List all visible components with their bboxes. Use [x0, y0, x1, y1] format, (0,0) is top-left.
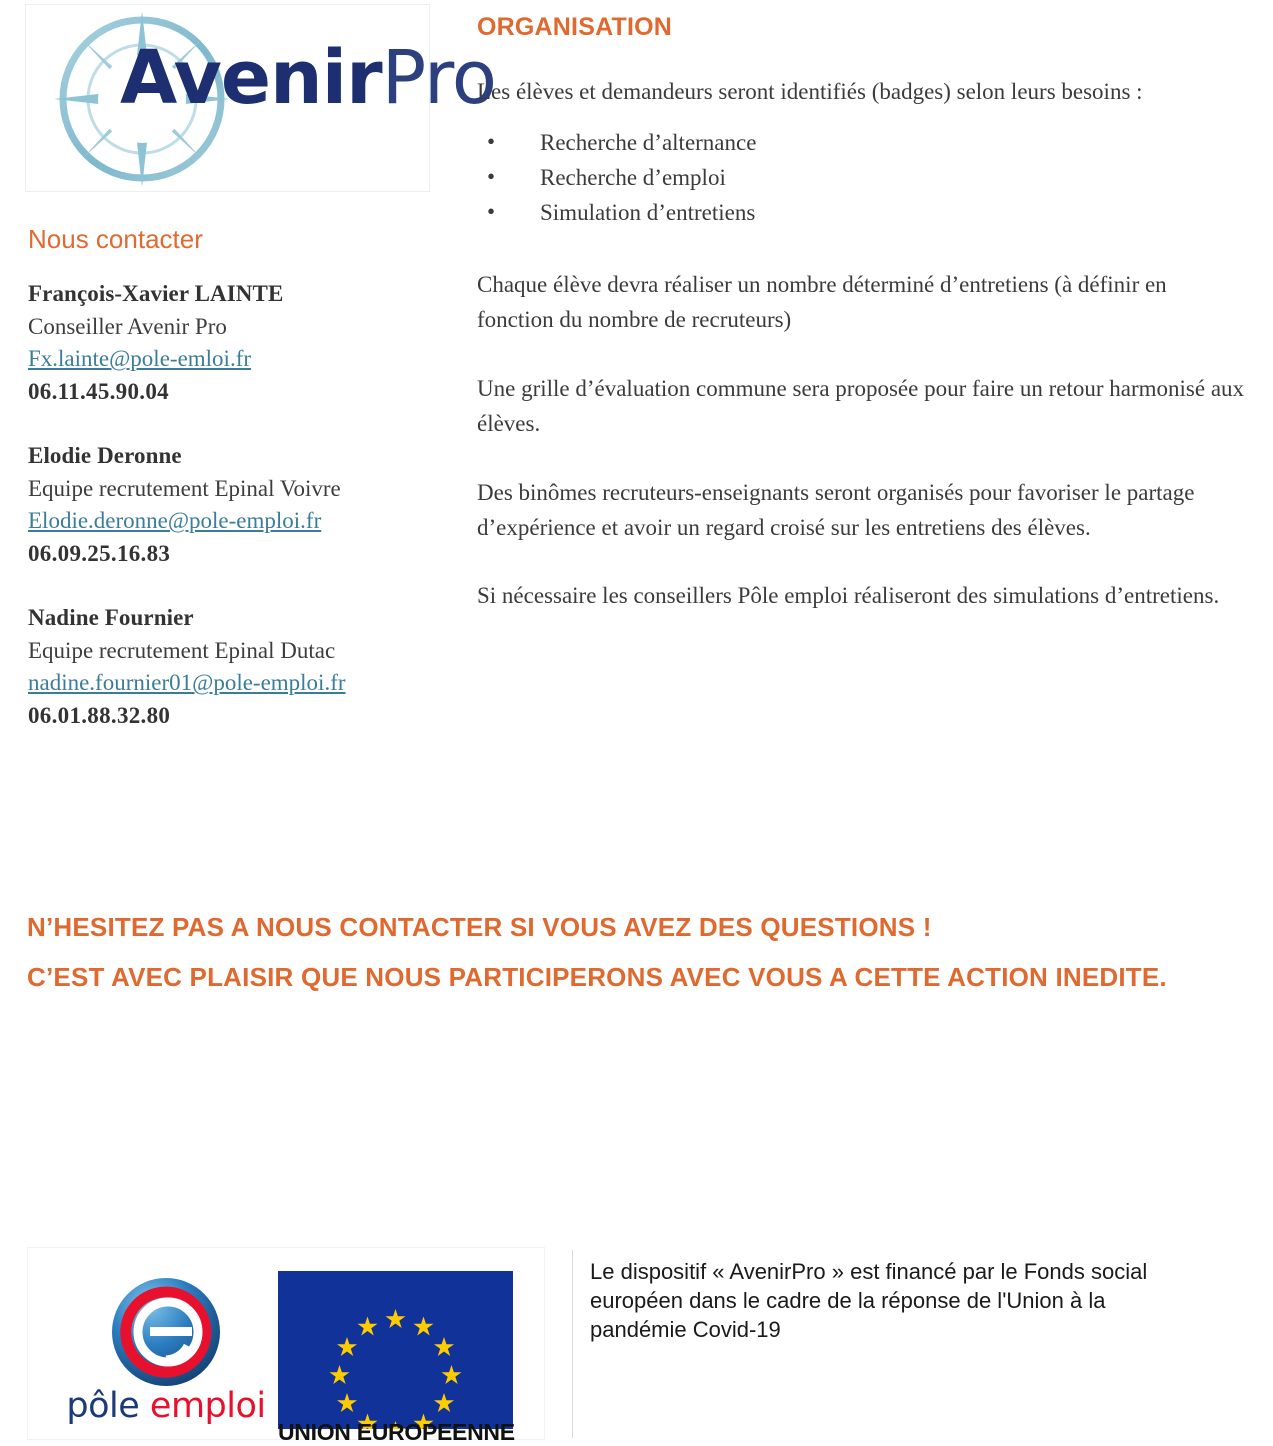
european-union-logo — [278, 1271, 515, 1445]
list-item-label: Recherche d’emploi — [540, 165, 726, 191]
pole-emploi-wordmark — [56, 1386, 276, 1426]
organisation-paragraph: Si nécessaire les conseillers Pôle emploi réaliseront des simulations d’entretiens. — [477, 583, 1220, 609]
pole-emploi-word-pole: pôle — [66, 1386, 140, 1426]
contact-phone: 06.01.88.32.80 — [28, 702, 171, 728]
contact-name: Elodie Deronne — [28, 443, 182, 468]
contact-email-link[interactable]: nadine.fournier01@pole-emploi.fr — [28, 670, 346, 696]
wordmark-pro: Pro — [381, 35, 497, 121]
list-item-label: Simulation d’entretiens — [540, 200, 756, 226]
footer-logo-box — [27, 1247, 545, 1445]
contact-card — [28, 440, 448, 571]
contact-role: Equipe recrutement Epinal Voivre — [28, 475, 341, 501]
bullet-icon: • — [487, 129, 496, 155]
bullet-icon: • — [487, 164, 496, 190]
footer — [27, 1247, 1247, 1445]
wordmark-avenir: Avenir — [120, 35, 382, 121]
contact-phone: 06.11.45.90.04 — [28, 378, 169, 404]
avenirpro-wordmark — [120, 35, 497, 121]
organisation-column — [477, 0, 1247, 614]
eu-caption: UNION EUROPEENNE — [278, 1419, 515, 1445]
contact-card — [28, 602, 448, 733]
contact-email-link[interactable]: Fx.lainte@pole-emloi.fr — [28, 346, 252, 372]
organisation-paragraph: Des binômes recruteurs-enseignants seront organisés pour favoriser le partage d’expérience et avoir un regard croisé sur les entretiens des élèves. — [477, 480, 1195, 541]
contact-card — [28, 278, 448, 409]
contact-name: François-Xavier LAINTE — [28, 281, 284, 306]
contact-email-link[interactable]: Elodie.deronne@pole-emploi.fr — [28, 508, 322, 534]
cta-line-2: C’EST AVEC PLAISIR QUE NOUS PARTICIPERONS AVEC VOUS A CETTE ACTION INEDITE. — [27, 962, 1167, 992]
list-item-label: Recherche d’alternance — [540, 130, 757, 156]
organisation-heading: ORGANISATION — [477, 13, 672, 41]
contact-role: Equipe recrutement Epinal Dutac — [28, 637, 336, 663]
contact-phone: 06.09.25.16.83 — [28, 540, 171, 566]
pole-emploi-e-mark-icon — [110, 1276, 222, 1388]
contact-name: Nadine Fournier — [28, 605, 194, 630]
avenirpro-logo-box — [25, 4, 497, 192]
organisation-paragraph: Chaque élève devra réaliser un nombre déterminé d’entretiens (à définir en fonction du nombre de recruteurs) — [477, 272, 1167, 333]
cta-line-1: N’HESITEZ PAS A NOUS CONTACTER SI VOUS AVEZ DES QUESTIONS ! — [27, 912, 932, 942]
pole-emploi-logo — [56, 1276, 276, 1431]
footer-divider — [572, 1250, 573, 1438]
organisation-paragraph: Une grille d’évaluation commune sera proposée pour faire un retour harmonisé aux élèves. — [477, 376, 1245, 437]
contact-heading: Nous contacter — [28, 224, 203, 254]
organisation-lead-text: Les élèves et demandeurs seront identifiés (badges) selon leurs besoins : — [477, 79, 1143, 104]
bullet-icon: • — [487, 199, 496, 225]
organisation-bullet-list — [477, 126, 1247, 230]
list-item — [477, 126, 1247, 160]
funding-statement: Le dispositif « AvenirPro » est financé par le Fonds social européen dans le cadre de la réponse de l'Union à la pandémie Covid-19 — [590, 1259, 1148, 1343]
pole-emploi-word-emploi: emploi — [149, 1386, 266, 1426]
contact-role: Conseiller Avenir Pro — [28, 313, 227, 339]
list-item — [477, 161, 1247, 195]
eu-flag-icon — [278, 1271, 513, 1429]
list-item — [477, 196, 1247, 230]
